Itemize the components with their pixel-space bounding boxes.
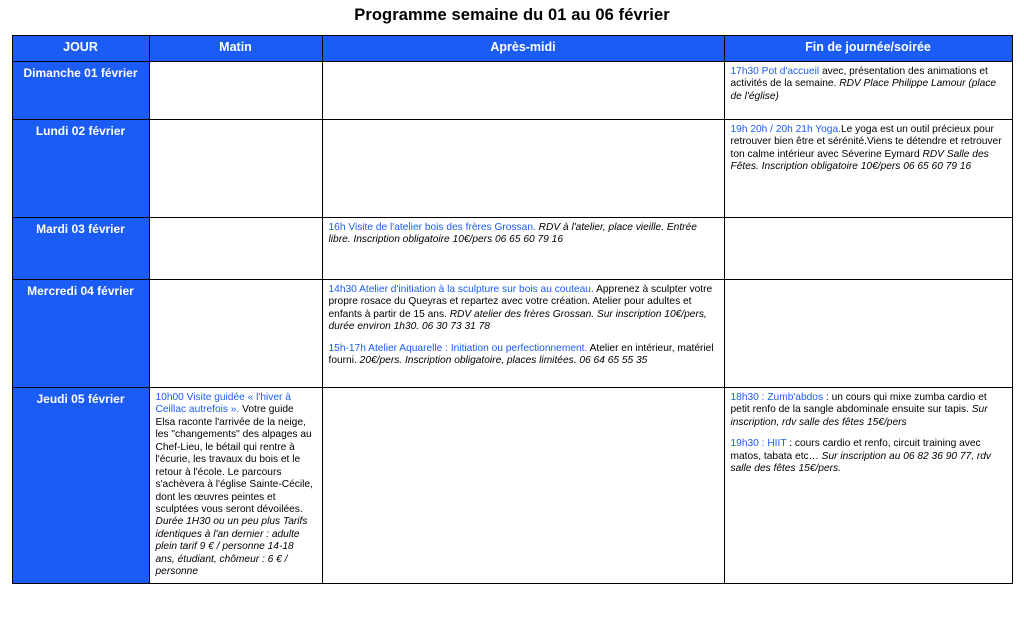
activity-text: 10h00 Visite guidée « l'hiver à Ceillac autrefois ». <box>155 392 291 416</box>
cell-apres-midi-mercredi <box>322 280 724 388</box>
activity-entry <box>731 66 1006 103</box>
activity-text: Le yoga est un outil précieux pour retrouver bien être et sérénité. <box>730 124 994 148</box>
activity-text: Sur inscription au 06 82 36 90 77, rdv salle des fêtes 15€/pers. <box>730 450 992 475</box>
column-header-apres-midi: Après-midi <box>322 36 724 62</box>
cell-soiree-mercredi <box>724 280 1012 388</box>
cell-matin-mercredi <box>149 280 322 388</box>
table-header <box>12 36 1012 62</box>
activity-entry <box>329 343 718 368</box>
activity-text: 14h30 Atelier d'initiation à la sculpture sur bois au couteau. <box>328 284 594 295</box>
activity-text: : cours cardio et renfo, circuit training avec matos, tabata etc… <box>730 438 981 462</box>
activity-entry <box>156 392 316 579</box>
header-row <box>12 36 1012 62</box>
table-row <box>12 388 1012 584</box>
activity-entry <box>731 438 1006 475</box>
activity-text: : un cours qui mixe zumba cardio et petit renfo de la sangle abdominale ensuite sur tapis. <box>730 392 987 416</box>
activity-text: RDV Salle des Fêtes. Inscription obligatoire 10€/pers 06 65 60 79 16 <box>730 148 989 173</box>
activity-text: Durée 1H30 ou un peu plus <box>155 516 281 528</box>
activity-text: 15h-17h Atelier Aquarelle : Initiation ou perfectionnement. <box>328 342 588 354</box>
activity-text: RDV à l'atelier, place vieille. Entrée libre. <box>328 222 697 246</box>
activity-entry <box>731 124 1006 174</box>
activity-text: Viens te détendre et retrouver ton calme intérieur avec Séverine Eymard <box>730 136 1002 160</box>
activity-text: Tarifs identiques à l'an dernier : adulte plein tarif 9 € / personne <box>155 516 308 553</box>
activity-text: RDV atelier des frères Grossan. Sur inscription 10€/pers, durée environ 1h30. 06 30 73 31 78 <box>328 308 707 333</box>
activity-text: 20€/pers. Inscription obligatoire, places limitées. 06 64 65 55 35 <box>359 355 648 367</box>
cell-matin-lundi <box>149 120 322 218</box>
cell-soiree-jeudi <box>724 388 1012 584</box>
cell-soiree-dimanche <box>724 62 1012 120</box>
cell-soiree-lundi <box>724 120 1012 218</box>
cell-apres-midi-dimanche <box>322 62 724 120</box>
table-row <box>12 218 1012 280</box>
day-label-mardi: Mardi 03 février <box>12 218 149 280</box>
activity-entry <box>329 284 718 334</box>
activity-text: 17h30 Pot d'accueil <box>730 66 820 77</box>
cell-apres-midi-mardi <box>322 218 724 280</box>
cell-apres-midi-lundi <box>322 120 724 218</box>
day-label-dimanche: Dimanche 01 février <box>12 62 149 120</box>
activity-text: 19h30 : HIIT <box>730 438 787 450</box>
schedule-table <box>12 35 1013 584</box>
cell-matin-jeudi <box>149 388 322 584</box>
column-header-soiree: Fin de journée/soirée <box>724 36 1012 62</box>
activity-text: RDV Place Philippe Lamour (place de l'église) <box>730 78 997 102</box>
activity-entry <box>329 222 718 247</box>
table-row <box>12 280 1012 388</box>
activity-text: Inscription obligatoire 10€/pers 06 65 60 79 16 <box>350 234 563 246</box>
activity-text: Sur inscription, rdv salle des fêtes 15€/pers <box>730 404 988 428</box>
table-row <box>12 120 1012 218</box>
table-body <box>12 62 1012 584</box>
cell-matin-dimanche <box>149 62 322 120</box>
activity-text: Votre guide Elsa raconte l'arrivée de la neige, les "changements" des alpages au Chef-Lieu, le bétail qui rentre à l'écurie, les travaux du bois et le retour à l'école. Le parcours s'achèvera à l'église Sainte-Cécile, dont les œuvres peintes et sculptées vous seront dévoilées. <box>155 404 313 515</box>
cell-matin-mardi <box>149 218 322 280</box>
activity-entry <box>731 392 1006 429</box>
table-row <box>12 62 1012 120</box>
activity-text: 16h Visite de l'atelier bois des frères Grossan. <box>328 222 536 233</box>
column-header-jour: JOUR <box>12 36 149 62</box>
column-header-matin: Matin <box>149 36 322 62</box>
day-label-lundi: Lundi 02 février <box>12 120 149 218</box>
activity-text: Apprenez à sculpter votre propre rosace du Queyras et repartez avec votre création. Atelier pour adultes et enfants à partir de 15 ans. <box>328 284 713 320</box>
cell-soiree-mardi <box>724 218 1012 280</box>
activity-text: 14-18 ans, étudiant, chômeur : 6 € / personne <box>155 541 294 578</box>
activity-text: 18h30 : Zumb'abdos <box>730 392 824 403</box>
activity-text: 19h 20h / 20h 21h Yoga. <box>730 124 841 135</box>
day-label-mercredi: Mercredi 04 février <box>12 280 149 388</box>
page-title: Programme semaine du 01 au 06 février <box>354 6 670 24</box>
day-label-jeudi: Jeudi 05 février <box>12 388 149 584</box>
activity-text: avec, présentation des animations et activités de la semaine. <box>730 66 988 90</box>
cell-apres-midi-jeudi <box>322 388 724 584</box>
activity-text: Atelier en intérieur, matériel fourni. <box>328 342 714 367</box>
